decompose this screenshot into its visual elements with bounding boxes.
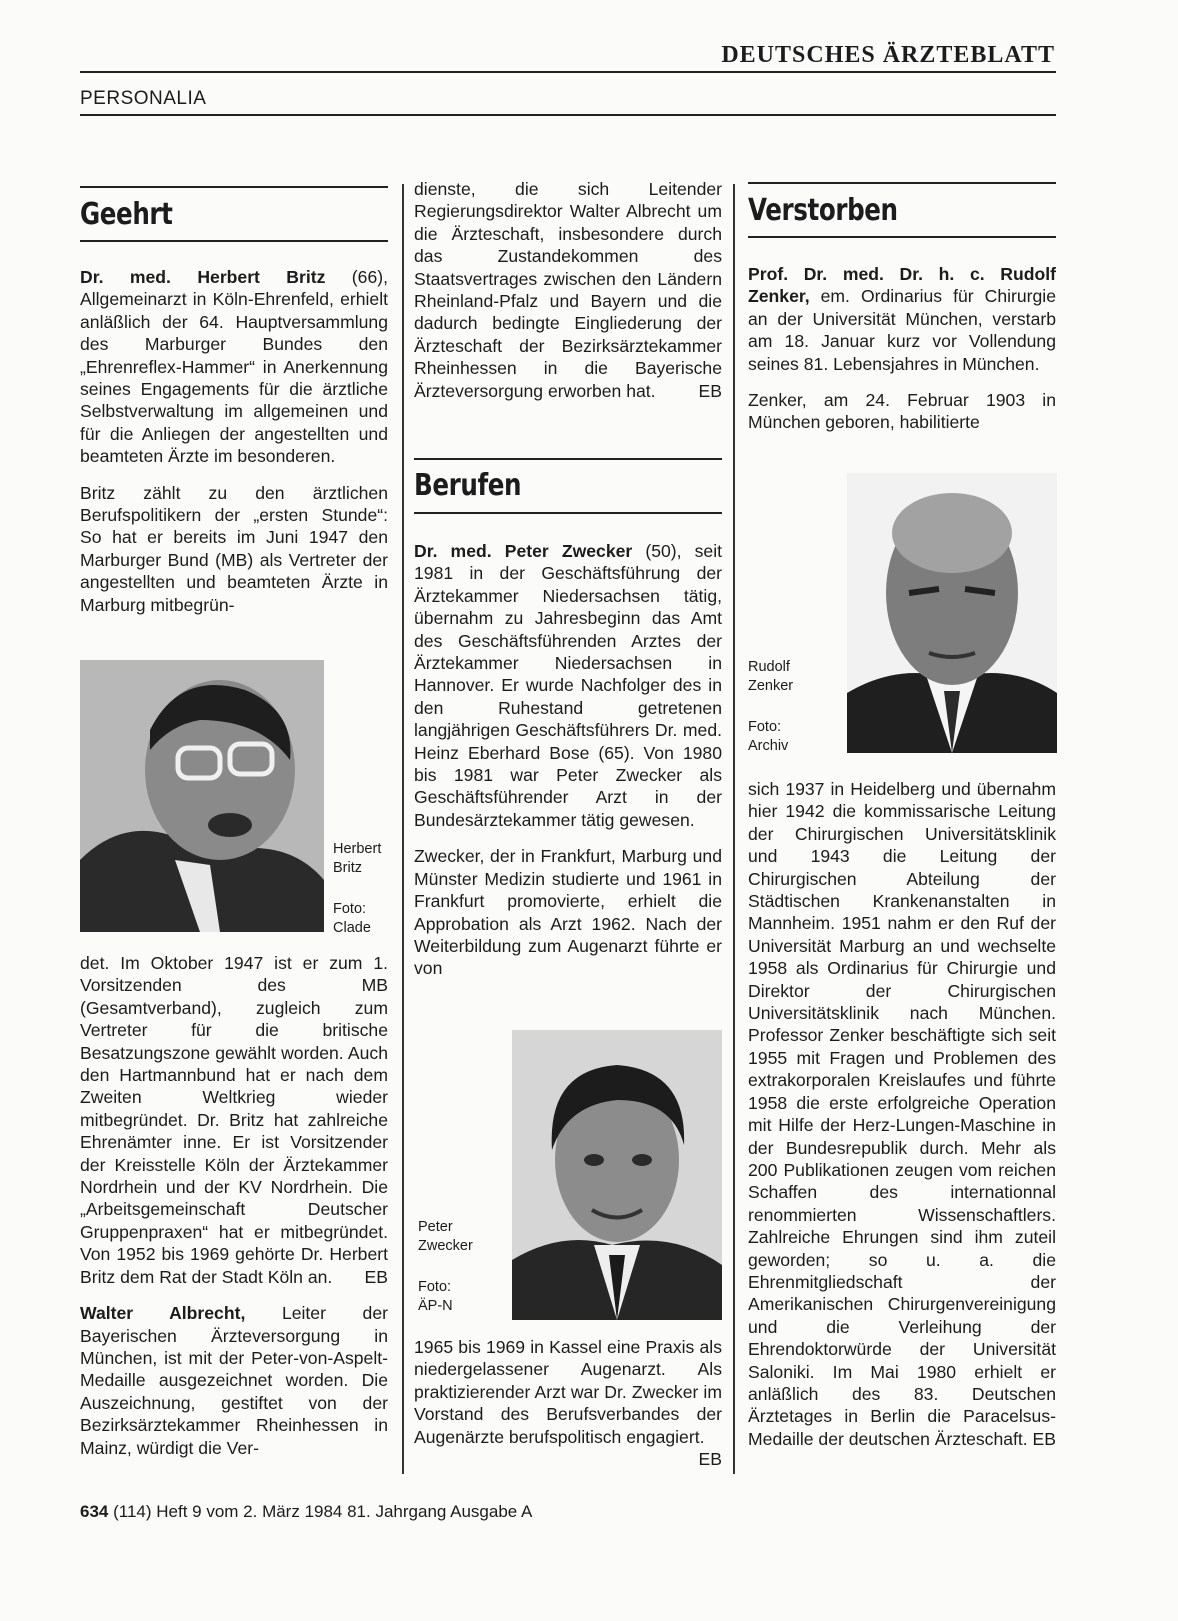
britz-caption-name: Herbert Britz [333,841,382,876]
zenker-text-1: em. Ordinarius für Chirurgie an der Universität München, verstarb am 18. Januar kurz vor Vollendung seines 81. Lebensjahres in München. [748,286,1056,374]
zenker-text-2: Zenker, am 24. Februar 1903 in München geboren, habilitierte [748,390,1056,433]
masthead-rule [80,71,1056,73]
britz-text-2: Britz zählt zu den ärztlichen Berufspolitikern der „ersten Stunde“: So hat er bereits im Juni 1947 den Marburger Bund (MB) als Vertreter der angestellten und beamteten Ärzte in Marburg mitbegrün- [80,482,388,615]
zenker-portrait-icon [847,473,1057,753]
zenker-paragraph-2 [748,389,1056,434]
zenker-caption-credit: Foto: Archiv [748,719,789,754]
albrecht-text-2: dienste, die sich Leitender Regierungsdirektor Walter Albrecht um die Ärzteschaft, insbesondere durch das Zustandekommen des Staatsvertrages zwischen den Ländern Rheinland-Pfalz und Bayern und die dadurch bedingte Eingliederung der Ärzteschaft der Bezirksärztekammer Rheinhessen in die Bayerische Ärzteversorgung erworben hat. [414,179,722,401]
albrecht-paragraph-1 [80,1302,388,1459]
verstorben-column-bottom [748,778,1056,1464]
section-label: PERSONALIA [80,88,207,109]
zenker-paragraph-3 [748,778,1056,1450]
geehrt-column-bottom [80,952,388,1473]
zenker-name: Prof. Dr. med. Dr. h. c. Rudolf Zenker, [748,264,1056,307]
zenker-paragraph-1 [748,263,1056,375]
geehrt-column-top [80,266,388,630]
zenker-caption-name: Rudolf Zenker [748,659,794,694]
britz-name: Dr. med. Herbert Britz [80,267,326,287]
zwecker-paragraph-3 [414,1336,722,1470]
berufen-column-bottom [414,1336,722,1470]
britz-signature: EB [364,1266,388,1287]
berufen-rule-bottom [414,512,722,514]
issue-info: (114) Heft 9 vom 2. März 1984 81. Jahrgang Ausgabe A [108,1502,533,1521]
zwecker-photo [512,1030,722,1320]
britz-paragraph-2 [80,482,388,616]
britz-paragraph-3 [80,952,388,1288]
verstorben-heading: Verstorben [748,193,898,228]
geehrt-rule-top [80,186,388,188]
verstorben-rule-bottom [748,236,1056,238]
zwecker-name: Dr. med. Peter Zwecker [414,541,633,561]
britz-caption-credit: Foto: Clade [333,901,371,936]
albrecht-paragraph-2 [414,178,722,402]
zenker-signature: EB [1032,1428,1056,1449]
page-footer [80,1502,532,1522]
geehrt-heading: Geehrt [80,197,173,232]
britz-paragraph-1 [80,266,388,468]
albrecht-text-1: Leiter der Bayerischen Ärzteversorgung in München, ist mit der Peter-von-Aspelt-Medaille ausgezeichnet worden. Die Auszeichnung, gestiftet von der Bezirksärztekammer Rheinhessen in Mainz, würdigt die Ver- [80,1303,388,1458]
section-rule [80,114,1056,116]
albrecht-continuation [414,178,722,416]
zwecker-text-3: 1965 bis 1969 in Kassel eine Praxis als niedergelassener Augenarzt. Als praktizierender Arzt war Dr. Zwecker im Vorstand des Berufsverbandes der Augenärzte berufspolitisch engagiert. [414,1337,722,1447]
britz-text-1: (66), Allgemeinarzt in Köln-Ehrenfeld, erhielt anläßlich der 64. Hauptversammlung des Marburger Bundes den „Ehrenreflex-Hammer“ in Anerkennung seines Engagements für die ärztliche Selbstverwaltung im allgemeinen und für die Anliegen der angestellten und beamteten Ärzte im besonderen. [80,267,388,467]
britz-photo [80,660,324,932]
zwecker-caption-credit: Foto: ÄP-N [418,1279,453,1314]
berufen-heading: Berufen [414,468,522,503]
albrecht-signature: EB [698,380,722,401]
geehrt-rule-bottom [80,240,388,242]
berufen-column-top [414,540,722,994]
zwecker-text-2: Zwecker, der in Frankfurt, Marburg und Münster Medizin studierte und 1961 in Frankfurt promovierte, erhielt die Approbation als Arzt 1962. Nach der Weiterbildung zum Augenarzt führte er von [414,846,722,979]
britz-text-3: det. Im Oktober 1947 ist er zum 1. Vorsitzenden des MB (Gesamtverband), zugleich zum Vertreter für die britische Besatzungszone gewählt worden. Auch den Hartmannbund hat er nach dem Zweiten Weltkrieg wieder mitbegründet. Dr. Britz hat zahlreiche Ehrenämter inne. Er ist Vorsitzender der Kreisstelle Köln der Ärztekammer Nordrhein und der KV Nordrhein. Die „Arbeitsgemeinschaft Deutscher Gruppenpraxen“ hat er mitbegründet. Von 1952 bis 1969 gehörte Dr. Herbert Britz dem Rat der Stadt Köln an. [80,953,388,1287]
verstorben-rule-top [748,182,1056,184]
verstorben-column-top [748,263,1056,448]
britz-portrait-icon [80,660,324,932]
zwecker-portrait-icon [512,1030,722,1320]
zwecker-paragraph-2 [414,845,722,979]
zwecker-paragraph-1 [414,540,722,831]
zwecker-text-1: (50), seit 1981 in der Geschäftsführung der Ärztekammer Niedersachsen tätig, übernahm zu Jahresbeginn das Amt des Geschäftsführenden Arztes der Ärztekammer Niedersachsen in Hannover. Er wurde Nachfolger des in den Ruhestand getretenen langjährigen Geschäftsführers Dr. med. Heinz Eberhard Bose (65). Von 1980 bis 1981 war Peter Zwecker als Geschäftsführender Arzt in der Bundesärztekammer tätig gewesen. [414,541,722,830]
berufen-rule-top [414,458,722,460]
zwecker-caption-name: Peter Zwecker [418,1219,473,1254]
albrecht-name: Walter Albrecht, [80,1303,246,1324]
page-number: 634 [80,1502,109,1521]
column-divider-1 [402,184,404,1474]
masthead: DEUTSCHES ÄRZTEBLATT [721,42,1055,68]
column-divider-2 [733,184,735,1474]
zenker-photo [847,473,1057,753]
zwecker-signature: EB [698,1449,722,1470]
zenker-text-3: sich 1937 in Heidelberg und übernahm hier 1942 die kommissarische Leitung der Chirurgischen Universitätsklinik und 1943 die Leitung der Chirurgischen Abteilung der Städtischen Krankenanstalten in Mannheim. 1951 nahm er den Ruf der Universität Marburg an und wechselte 1958 als Ordinarius für Chirurgie und Direktor der Chirurgischen Universitätsklinik nach München. Professor Zenker beschäftigte sich seit 1955 mit Fragen und Problemen des extrakorporalen Kreislaufes und führte 1958 die erste erfolgreiche Operation mit Hilfe der Herz-Lungen-Maschine in der Bundesrepublik durch. Mehr als 200 Publikationen zeugen vom reichen Schaffen des internationnal renommierten Wissenschaftlers. Zahlreiche Ehrungen sind ihm zuteil geworden; so u. a. die Ehrenmitgliedschaft der Amerikanischen Chirurgenvereinigung und die Verleihung der Ehrendoktorwürde der Universität Saloniki. Im Mai 1980 erhielt er anläßlich des 83. Deutschen Ärztetages in Berlin die Paracelsus-Medaille der deutschen Ärzteschaft. [748,779,1056,1449]
